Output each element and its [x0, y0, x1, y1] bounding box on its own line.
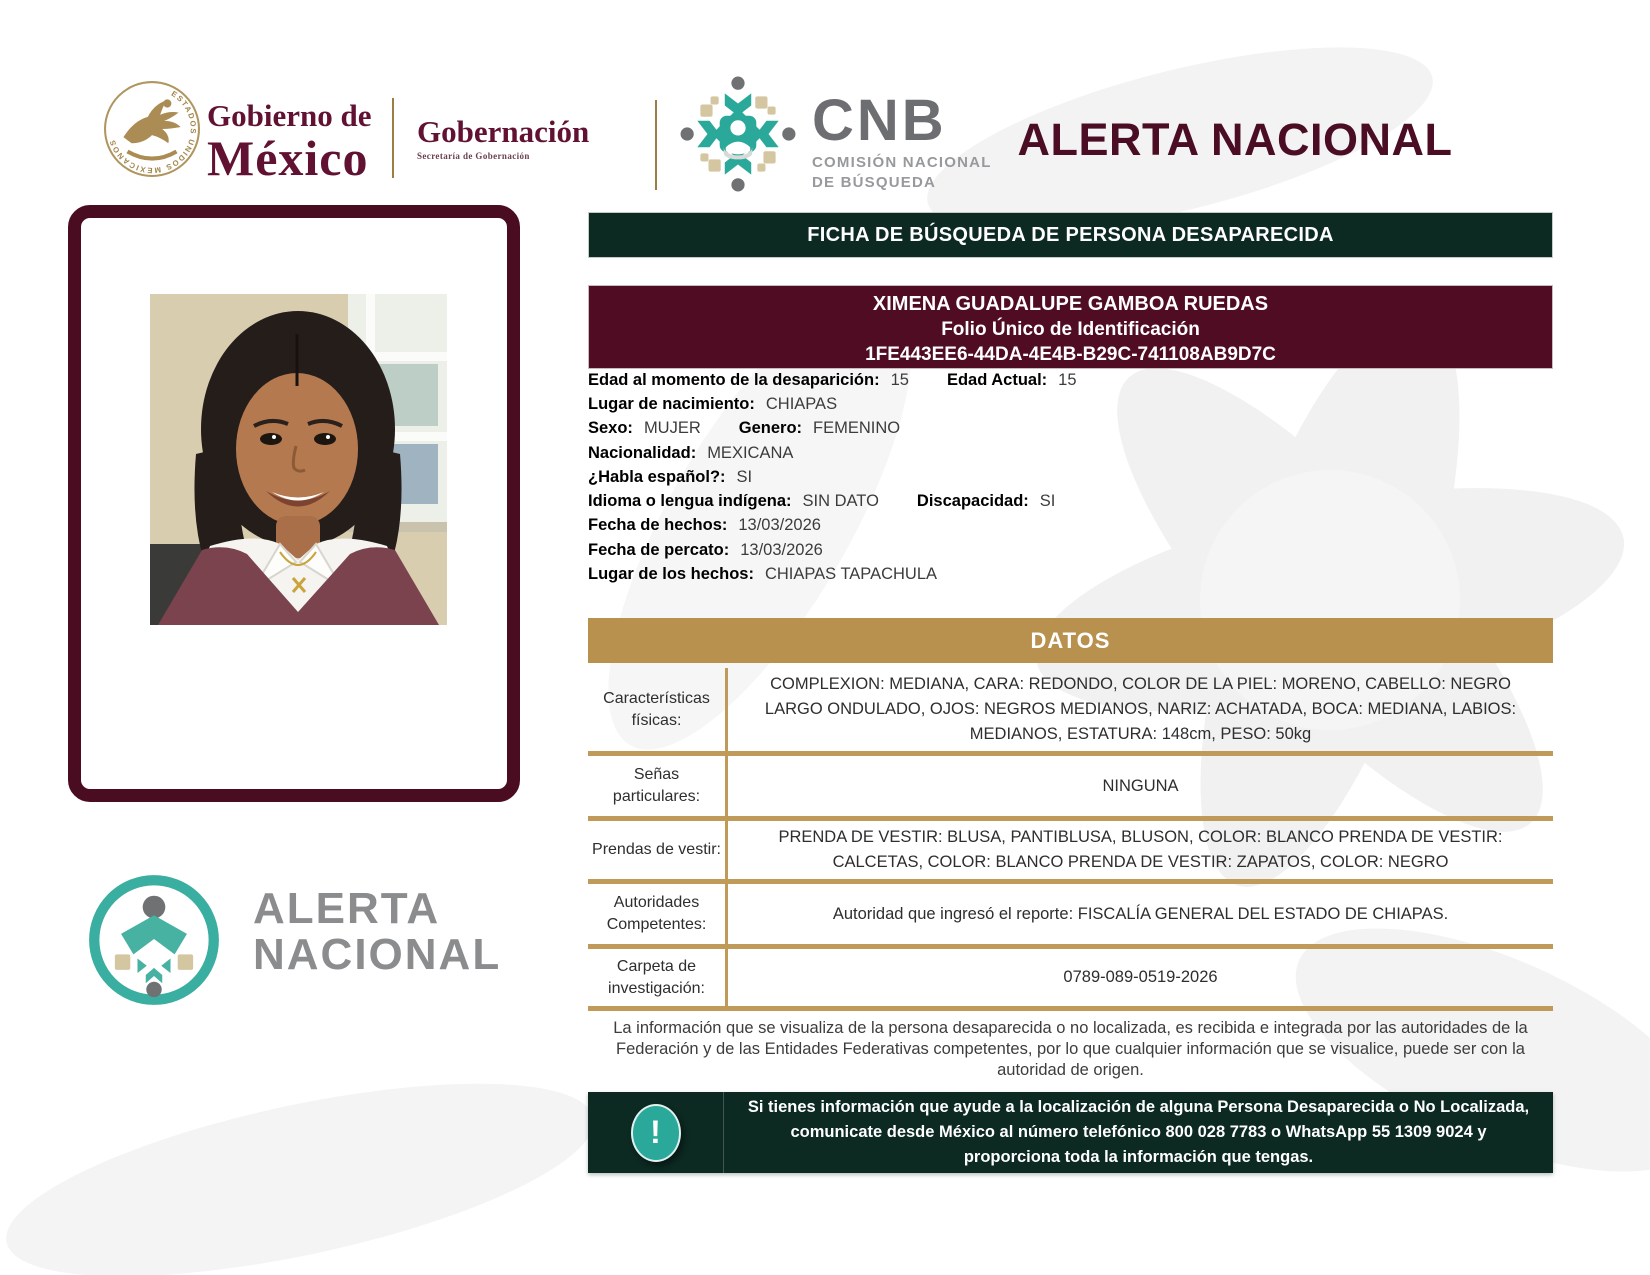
table-row — [588, 821, 1553, 879]
table-separator — [588, 1006, 1553, 1011]
seal-text: ESTADOS UNIDOS MEXICANOS — [107, 89, 198, 175]
header-divider — [655, 100, 657, 190]
field-row — [588, 465, 1553, 489]
person-name: XIMENA GUADALUPE GAMBOA RUEDAS — [872, 293, 1269, 315]
row-value: NINGUNA — [725, 756, 1553, 816]
field-value: SIN DATO — [802, 492, 879, 511]
row-label: Características físicas: — [603, 689, 710, 729]
field-label: Edad Actual: — [946, 370, 1048, 389]
cnb-acronym: CNB — [812, 88, 947, 153]
field-row — [588, 538, 1553, 562]
field-label: Fecha de hechos: — [588, 516, 728, 535]
field-label: Idioma o lengua indígena: — [588, 492, 792, 511]
field-value: 13/03/2026 — [738, 516, 821, 535]
row-label: Autoridades Competentes: — [606, 894, 707, 933]
page-title: ALERTA NACIONAL — [1017, 114, 1453, 165]
row-label: Señas particulares: — [612, 766, 701, 805]
row-value: COMPLEXION: MEDIANA, CARA: REDONDO, COLOR DE LA PIEL: MORENO, CABELLO: NEGRO LARGO ONDULADO, OJOS: NEGROS MEDIANOS, NARIZ: ACHATADA, BOCA: MEDIANA, LABIOS: MEDIANOS, ESTATURA: 148cm, PESO: 50kg — [725, 668, 1553, 751]
name-banner — [588, 285, 1553, 369]
field-value: 15 — [890, 370, 909, 389]
field-value: SI — [736, 467, 753, 486]
person-fields — [588, 368, 1553, 587]
mexico-eagle-seal — [103, 80, 201, 178]
gobierno-line1: Gobierno de — [207, 98, 372, 133]
datos-banner: DATOS — [588, 618, 1553, 663]
field-label: Fecha de percato: — [588, 540, 730, 559]
cnb-emblem-icon — [678, 74, 798, 194]
folio-number: 1FE443EE6-44DA-4E4B-B29C-741108AB9D7C — [865, 344, 1276, 365]
field-label: ¿Habla español?: — [588, 467, 726, 486]
field-value: SI — [1039, 492, 1056, 511]
field-label: Edad al momento de la desaparición: — [588, 370, 880, 389]
field-row — [588, 368, 1553, 392]
table-row — [588, 949, 1553, 1006]
alerta-nacional-logo-text — [253, 886, 501, 978]
field-row — [588, 392, 1553, 416]
field-row — [588, 417, 1553, 441]
gobernacion-subtitle: Secretaría de Gobernación — [417, 151, 530, 161]
row-value: 0789-089-0519-2026 — [725, 949, 1553, 1006]
cnb-sub1: COMISIÓN NACIONAL — [812, 154, 992, 171]
alert-icon-zone — [588, 1092, 724, 1173]
gobierno-de-mexico-wordmark — [207, 98, 372, 186]
field-label: Lugar de los hechos: — [588, 565, 754, 584]
gobernacion-title: Gobernación — [417, 114, 590, 149]
row-value: PRENDA DE VESTIR: BLUSA, PANTIBLUSA, BLUSON, COLOR: BLANCO PRENDA DE VESTIR: CALCETAS, COLOR: BLANCO PRENDA DE VESTIR: ZAPATOS, COLOR: NEGRO — [725, 821, 1553, 879]
field-label: Genero: — [738, 419, 803, 438]
photo-frame — [68, 205, 520, 802]
gobernacion-wordmark — [417, 116, 589, 161]
field-label: Lugar de nacimiento: — [588, 394, 755, 413]
exclamation-icon: ! — [631, 1104, 681, 1162]
field-row — [588, 489, 1553, 513]
field-value: CHIAPAS TAPACHULA — [764, 565, 938, 584]
field-row — [588, 441, 1553, 465]
folio-label: Folio Único de Identificación — [941, 319, 1200, 340]
field-value: FEMENINO — [813, 419, 901, 438]
alerta-logo-line1: ALERTA — [253, 884, 441, 933]
field-label: Sexo: — [588, 419, 633, 438]
field-value: MUJER — [643, 419, 701, 438]
contact-text: Si tienes información que ayude a la localización de alguna Persona Desaparecida o No Localizada, comunicate desde México al número telefónico 800 028 7783 o WhatsApp 55 1309 9024 y proporciona toda la información que tengas. — [747, 1098, 1530, 1166]
disclaimer-text: La información que se visualiza de la persona desaparecida o no localizada, es recibida e integrada por las autoridades de la Federación y de las Entidades Federativas competentes, por lo que cualquier información que se visualice, puede ser con la autoridad de origen. — [613, 1019, 1528, 1079]
cnb-sub2: DE BÚSQUEDA — [812, 174, 937, 191]
row-value: Autoridad que ingresó el reporte: FISCALÍA GENERAL DEL ESTADO DE CHIAPAS. — [725, 884, 1553, 944]
contact-banner — [588, 1092, 1553, 1173]
missing-person-photo — [150, 294, 447, 625]
field-value: 13/03/2026 — [740, 540, 823, 559]
field-value: CHIAPAS — [765, 394, 838, 413]
table-row — [588, 756, 1553, 816]
row-label: Carpeta de investigación: — [608, 957, 705, 997]
cnb-wordmark — [812, 88, 992, 191]
table-row — [588, 668, 1553, 751]
gobierno-line2: México — [207, 130, 369, 186]
field-row — [588, 562, 1553, 586]
field-value: MEXICANA — [707, 443, 794, 462]
ficha-banner: FICHA DE BÚSQUEDA DE PERSONA DESAPARECIDA — [588, 212, 1553, 258]
row-label: Prendas de vestir: — [592, 841, 721, 858]
field-label: Nacionalidad: — [588, 443, 697, 462]
field-row — [588, 514, 1553, 538]
table-row — [588, 884, 1553, 944]
field-label: Discapacidad: — [916, 492, 1029, 511]
details-table — [588, 668, 1553, 1011]
alerta-logo-line2: NACIONAL — [253, 930, 502, 979]
header-divider — [392, 98, 394, 178]
field-value: 15 — [1058, 370, 1077, 389]
alerta-nacional-logo-icon — [86, 872, 222, 1008]
